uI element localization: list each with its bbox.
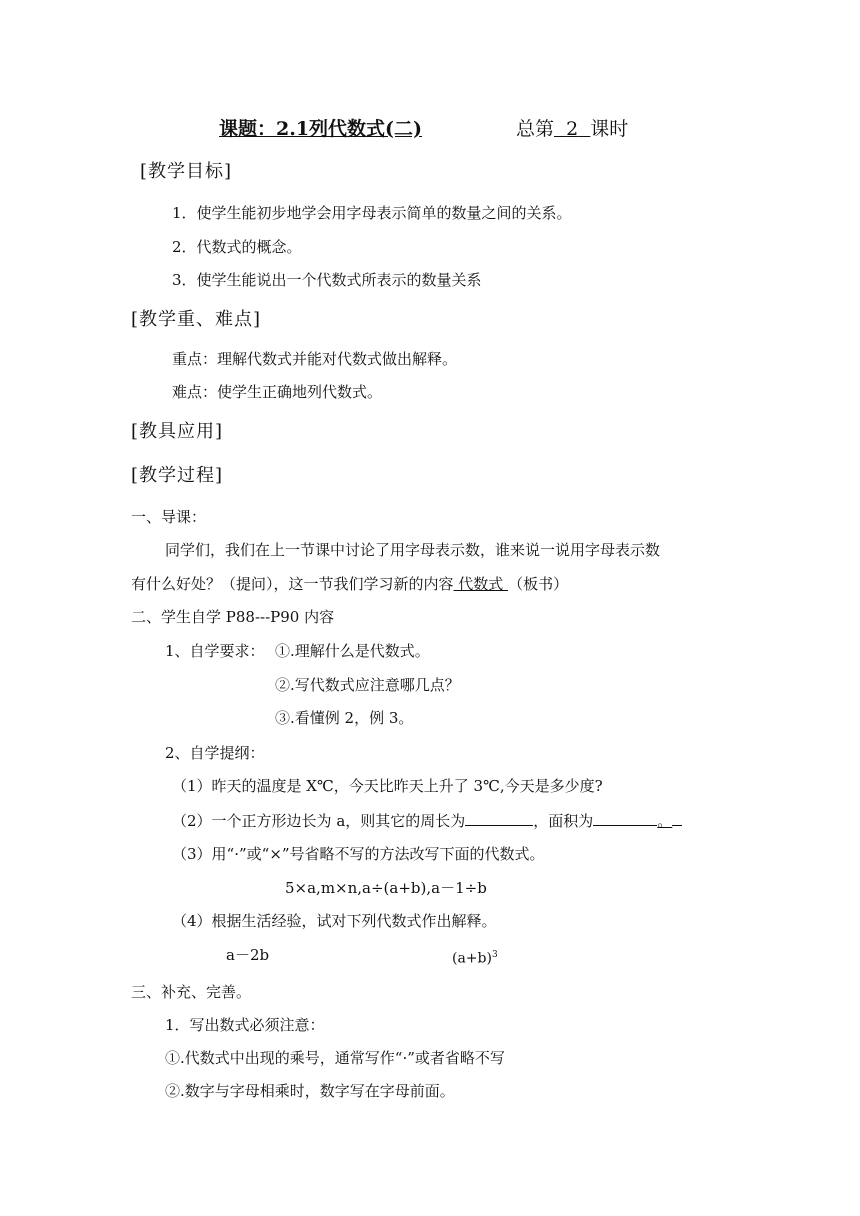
intro-paragraph-line-1: 同学们，我们在上一节课中讨论了用字母表示数，谁来说一说用字母表示数 bbox=[165, 541, 661, 559]
lesson-title: 课题：2.1列代数式(二) bbox=[219, 118, 423, 140]
intro-paragraph-line-2: 有什么好处？（提问），这一节我们学习新的内容 代数式 （板书） bbox=[131, 575, 569, 593]
focus-point: 重点：理解代数式并能对代数式做出解释。 bbox=[172, 350, 458, 368]
outline-label: 2、自学提纲： bbox=[165, 744, 265, 762]
outline-question-3-expression: 5×a,m×n,a÷(a+b),a－1÷b bbox=[285, 879, 487, 897]
supplement-heading: 三、补充、完善。 bbox=[131, 983, 252, 1001]
objective-item-1: 1．使学生能初步地学会用字母表示简单的数量之间的关系。 bbox=[172, 204, 572, 222]
supplement-note-1: ①.代数式中出现的乘号，通常写作“·”或者省略不写 bbox=[165, 1049, 505, 1067]
requirement-item-2: ②.写代数式应注意哪几点？ bbox=[275, 676, 460, 694]
lesson-title-line bbox=[219, 116, 438, 142]
requirements-label: 1、自学要求： bbox=[165, 642, 265, 660]
lesson-count-suffix: 课时 bbox=[590, 118, 629, 140]
outline-question-4-expression-1: a－2b bbox=[226, 946, 270, 964]
supplement-note-2: ②.数字与字母相乘时，数字写在字母前面。 bbox=[165, 1082, 455, 1100]
outline-question-1: （1）昨天的温度是 X℃，今天比昨天上升了 3℃,今天是多少度? bbox=[172, 777, 603, 795]
lesson-count-prefix: 总第 bbox=[516, 118, 555, 140]
objective-item-3: 3．使学生能说出一个代数式所表示的数量关系 bbox=[172, 271, 482, 289]
process-heading: [教学过程] bbox=[131, 465, 224, 486]
requirement-item-1: ①.理解什么是代数式。 bbox=[275, 642, 430, 660]
key-points-heading: [教学重、难点] bbox=[131, 309, 262, 330]
objective-item-2: 2．代数式的概念。 bbox=[172, 238, 302, 256]
lesson-count-number: 2 bbox=[566, 118, 579, 140]
intro-heading: 一、导课： bbox=[131, 508, 207, 526]
objectives-heading: [教学目标] bbox=[140, 161, 233, 182]
requirement-item-3: ③.看懂例 2，例 3。 bbox=[275, 709, 414, 727]
difficulty-point: 难点：使学生正确地列代数式。 bbox=[172, 383, 383, 401]
outline-question-3: （3）用“·”或“×”号省略不写的方法改写下面的代数式。 bbox=[172, 845, 545, 863]
intro-keyword: 代数式 bbox=[453, 575, 509, 593]
perimeter-blank bbox=[465, 810, 533, 826]
outline-question-4-expression-2: $(a+b)^3$ bbox=[452, 950, 498, 967]
area-blank bbox=[593, 810, 657, 826]
self-study-heading: 二、学生自学 P88---P90 内容 bbox=[131, 608, 335, 626]
supplement-item-1: 1．写出数式必须注意： bbox=[165, 1016, 325, 1034]
lesson-count bbox=[516, 116, 628, 142]
outline-question-2: （2）一个正方形边长为 a，则其它的周长为 ，面积为 。 bbox=[172, 810, 682, 831]
outline-question-4: （4）根据生活经验，试对下列代数式作出解释。 bbox=[172, 912, 497, 930]
tools-heading: [教具应用] bbox=[131, 421, 224, 442]
